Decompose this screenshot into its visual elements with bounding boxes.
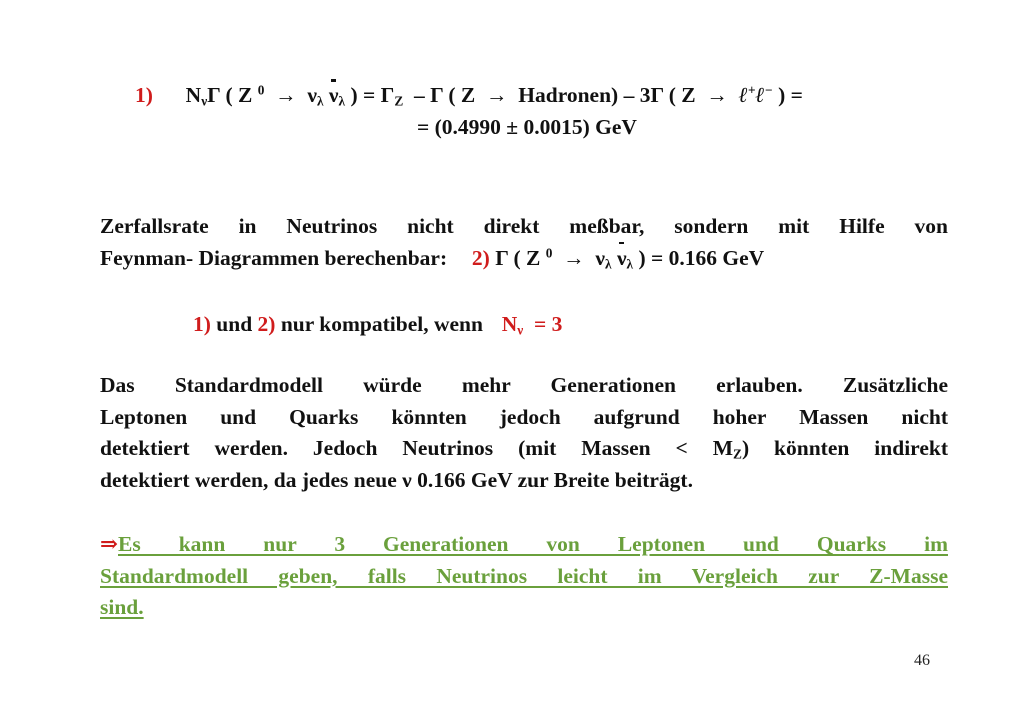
lepton-symbol: ℓ+ℓ−: [738, 82, 773, 107]
conclusion-line-3: sind.: [100, 595, 144, 619]
paragraph-2-line-2: Leptonen und Quarks könnten jedoch aufgrund hoher Massen nicht: [100, 404, 948, 429]
paragraph-decay-rate: [100, 211, 948, 274]
paragraph-1-line-1: Zerfallsrate in Neutrinos nicht direkt meßbar, sondern mit Hilfe von: [100, 214, 948, 238]
compatibility-line: 1) und 2) nur kompatibel, wenn $N_\nu = 3$: [193, 312, 563, 338]
paragraph-standard-model: [100, 370, 948, 496]
conclusion: [100, 529, 948, 624]
equation-1: 1) $N_\nu\Gamma$ ( Z $^0 \to \nu_\lambda$ $\nu_\lambda$ ) = $\Gamma_Z$ – Γ ( Z → Hadronen) – 3Γ ( Z → ℓ+ℓ− ) = = (0.4990 ± 0.0015) GeV: [135, 80, 965, 143]
arrow-icon: →: [563, 245, 585, 270]
arrow-icon: →: [706, 83, 728, 107]
n-nu: $N_\nu$: [185, 83, 208, 109]
paragraph-2-line-4: detektiert werden, da jedes neue ν 0.166 GeV zur Breite beiträgt.: [100, 467, 693, 492]
arrow-icon: →: [486, 83, 508, 107]
equation-1-result: = (0.4990 ± 0.0015) GeV: [417, 114, 637, 139]
antineutrino-symbol: ν: [329, 80, 339, 112]
paragraph-2-line-3: detektiert werden. Jedoch Neutrinos (mit Massen < $M_Z$) könnten indirekt: [100, 436, 948, 462]
antineutrino-symbol: ν: [617, 243, 627, 275]
paragraph-1-line-2: Feynman- Diagrammen berechenbar: 2) Γ ( Z $^0 \to \nu_\lambda$ $\nu_\lambda$ ) = 0.166 GeV: [100, 243, 948, 275]
gamma-symbol: Γ: [207, 83, 221, 107]
arrow-icon: →: [275, 83, 297, 107]
equation-1-label: 1): [135, 83, 153, 107]
implies-arrow-icon: ⇒: [100, 532, 119, 556]
conclusion-line-2: Standardmodell geben, falls Neutrinos leicht im Vergleich zur Z-Masse: [100, 563, 948, 588]
page-number: 46: [914, 652, 930, 669]
paragraph-2-line-1: Das Standardmodell würde mehr Generationen erlauben. Zusätzliche: [100, 373, 948, 397]
n-nu-equals-three: $N_\nu = 3$: [501, 312, 563, 338]
equation-2-label: 2): [471, 245, 490, 270]
conclusion-line-1: ⇒Es kann nur 3 Generationen von Leptonen und Quarks im: [100, 532, 948, 556]
